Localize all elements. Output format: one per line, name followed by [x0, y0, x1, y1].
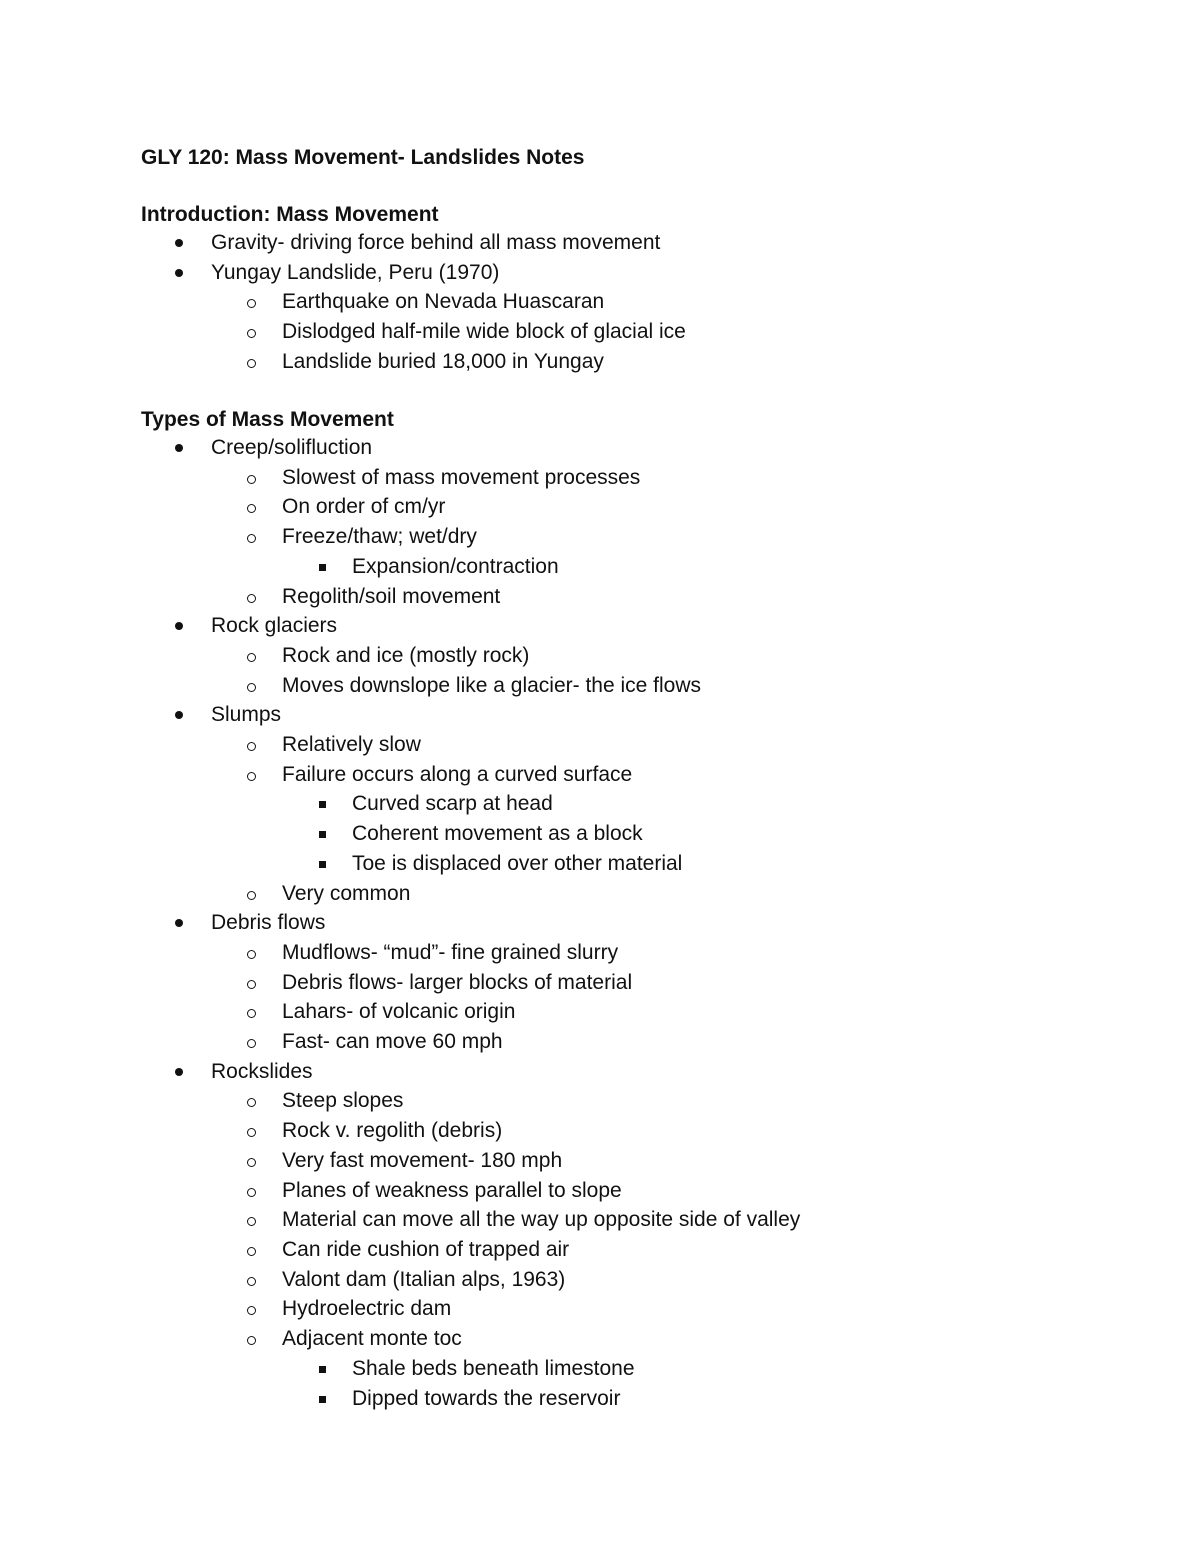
- list-item-text: Slowest of mass movement processes: [282, 465, 641, 489]
- list-item-text: Very fast movement- 180 mph: [282, 1148, 563, 1172]
- bullet-circle-icon: [247, 359, 256, 368]
- section-heading-introduction: Introduction: Mass Movement: [141, 203, 439, 226]
- list-item: [141, 1057, 800, 1087]
- list-item-text: Can ride cushion of trapped air: [282, 1237, 570, 1261]
- list-item: [141, 258, 686, 288]
- list-item: [141, 611, 800, 641]
- list-item: [141, 228, 686, 258]
- bullet-square-icon: [319, 861, 326, 868]
- list-item: [141, 1116, 800, 1146]
- bullet-disc-icon: [175, 1068, 183, 1076]
- list-item: [141, 849, 800, 879]
- bullet-disc-icon: [175, 239, 183, 247]
- bullet-circle-icon: [247, 1158, 256, 1167]
- sublist: [141, 641, 800, 700]
- list-item: [141, 730, 800, 760]
- list-item: [141, 463, 800, 493]
- list-item-text: Valont dam (Italian alps, 1963): [282, 1267, 566, 1291]
- list-item: [141, 997, 800, 1027]
- list-item-text: Planes of weakness parallel to slope: [282, 1178, 622, 1202]
- sublist: [141, 938, 800, 1057]
- list-item-text: Rock glaciers: [211, 614, 338, 638]
- list-item-text: Dislodged half-mile wide block of glacial ice: [282, 320, 686, 344]
- list-item-text: Freeze/thaw; wet/dry: [282, 525, 477, 549]
- bullet-circle-icon: [247, 534, 256, 543]
- list-item: [141, 1265, 800, 1295]
- list-item: [141, 1384, 800, 1414]
- list-item-text: Regolith/soil movement: [282, 584, 501, 608]
- bullet-circle-icon: [247, 1009, 256, 1018]
- bullet-circle-icon: [247, 1039, 256, 1048]
- list-item-text: Failure occurs along a curved surface: [282, 762, 633, 786]
- section-heading-types: Types of Mass Movement: [141, 408, 394, 431]
- document-title: GLY 120: Mass Movement- Landslides Notes: [141, 146, 585, 169]
- list-item: [141, 1324, 800, 1354]
- list-item-text: Debris flows: [211, 911, 326, 935]
- sublist: [141, 463, 800, 612]
- bullet-circle-icon: [247, 742, 256, 751]
- list-item: [141, 1294, 800, 1324]
- list-item: [141, 433, 800, 463]
- list-item-text: Earthquake on Nevada Huascaran: [282, 290, 605, 314]
- list-item-text: Material can move all the way up opposite side of valley: [282, 1208, 801, 1232]
- bullet-disc-icon: [175, 919, 183, 927]
- list-item: [141, 789, 800, 819]
- list-item-text: Landslide buried 18,000 in Yungay: [282, 349, 604, 373]
- bullet-circle-icon: [247, 980, 256, 989]
- bullet-circle-icon: [247, 1217, 256, 1226]
- sublist: [141, 1086, 800, 1413]
- bullet-circle-icon: [247, 594, 256, 603]
- bullet-disc-icon: [175, 444, 183, 452]
- list-item-text: Steep slopes: [282, 1089, 404, 1113]
- bullet-circle-icon: [247, 653, 256, 662]
- list-item-text: Rock v. regolith (debris): [282, 1119, 503, 1143]
- list-item-text: Rock and ice (mostly rock): [282, 643, 530, 667]
- bullet-circle-icon: [247, 1188, 256, 1197]
- list-item: [141, 1235, 800, 1265]
- list-item: [141, 968, 800, 998]
- list-item-text: Coherent movement as a block: [352, 822, 643, 846]
- list-item-text: Hydroelectric dam: [282, 1297, 452, 1321]
- list-item-text: Gravity- driving force behind all mass movement: [211, 231, 661, 254]
- list-item: [141, 1086, 800, 1116]
- list-item: [141, 287, 686, 317]
- list-item-text: Lahars- of volcanic origin: [282, 1000, 516, 1024]
- sublist: [141, 552, 800, 582]
- list-item: [141, 317, 686, 347]
- list-item: [141, 641, 800, 671]
- list-item: [141, 938, 800, 968]
- sublist: [141, 287, 686, 376]
- bullet-disc-icon: [175, 711, 183, 719]
- list-item: [141, 1027, 800, 1057]
- bullet-circle-icon: [247, 772, 256, 781]
- sublist: [141, 1354, 800, 1413]
- list-item: [141, 879, 800, 909]
- bullet-circle-icon: [247, 299, 256, 308]
- bullet-circle-icon: [247, 475, 256, 484]
- list-item-text: Rockslides: [211, 1059, 313, 1083]
- list-item: [141, 908, 800, 938]
- list-item-text: Expansion/contraction: [352, 554, 559, 578]
- bullet-circle-icon: [247, 1247, 256, 1256]
- list-item-text: Mudflows- “mud”- fine grained slurry: [282, 940, 619, 964]
- introduction-list: [141, 228, 686, 377]
- list-item: [141, 819, 800, 849]
- bullet-circle-icon: [247, 504, 256, 513]
- list-item-text: Debris flows- larger blocks of material: [282, 970, 633, 994]
- bullet-square-icon: [319, 831, 326, 838]
- bullet-circle-icon: [247, 1098, 256, 1107]
- list-item-text: On order of cm/yr: [282, 495, 446, 519]
- bullet-square-icon: [319, 564, 326, 571]
- list-item-text: Relatively slow: [282, 733, 421, 757]
- list-item: [141, 760, 800, 790]
- list-item-text: Adjacent monte toc: [282, 1327, 462, 1351]
- list-item: [141, 700, 800, 730]
- bullet-circle-icon: [247, 891, 256, 900]
- bullet-square-icon: [319, 801, 326, 808]
- bullet-disc-icon: [175, 622, 183, 630]
- list-item-text: Shale beds beneath limestone: [352, 1356, 635, 1380]
- list-item: [141, 671, 800, 701]
- list-item-text: Creep/solifluction: [211, 436, 373, 459]
- list-item: [141, 1176, 800, 1206]
- bullet-circle-icon: [247, 950, 256, 959]
- sublist: [141, 789, 800, 878]
- list-item: [141, 582, 800, 612]
- bullet-circle-icon: [247, 1336, 256, 1345]
- list-item: [141, 522, 800, 552]
- list-item-text: Moves downslope like a glacier- the ice flows: [282, 673, 702, 697]
- list-item-text: Yungay Landslide, Peru (1970): [211, 260, 500, 284]
- list-item: [141, 1146, 800, 1176]
- bullet-circle-icon: [247, 1128, 256, 1137]
- list-item: [141, 492, 800, 522]
- list-item-text: Dipped towards the reservoir: [352, 1386, 621, 1410]
- bullet-circle-icon: [247, 329, 256, 338]
- bullet-square-icon: [319, 1396, 326, 1403]
- list-item-text: Slumps: [211, 703, 282, 727]
- list-item: [141, 1205, 800, 1235]
- list-item-text: Curved scarp at head: [352, 792, 553, 816]
- bullet-circle-icon: [247, 1306, 256, 1315]
- bullet-circle-icon: [247, 1277, 256, 1286]
- list-item-text: Fast- can move 60 mph: [282, 1030, 503, 1054]
- list-item: [141, 1354, 800, 1384]
- list-item: [141, 552, 800, 582]
- list-item: [141, 347, 686, 377]
- bullet-disc-icon: [175, 269, 183, 277]
- bullet-square-icon: [319, 1366, 326, 1373]
- types-list: [141, 433, 800, 1413]
- list-item-text: Very common: [282, 881, 411, 905]
- sublist: [141, 730, 800, 908]
- bullet-circle-icon: [247, 683, 256, 692]
- list-item-text: Toe is displaced over other material: [352, 851, 683, 875]
